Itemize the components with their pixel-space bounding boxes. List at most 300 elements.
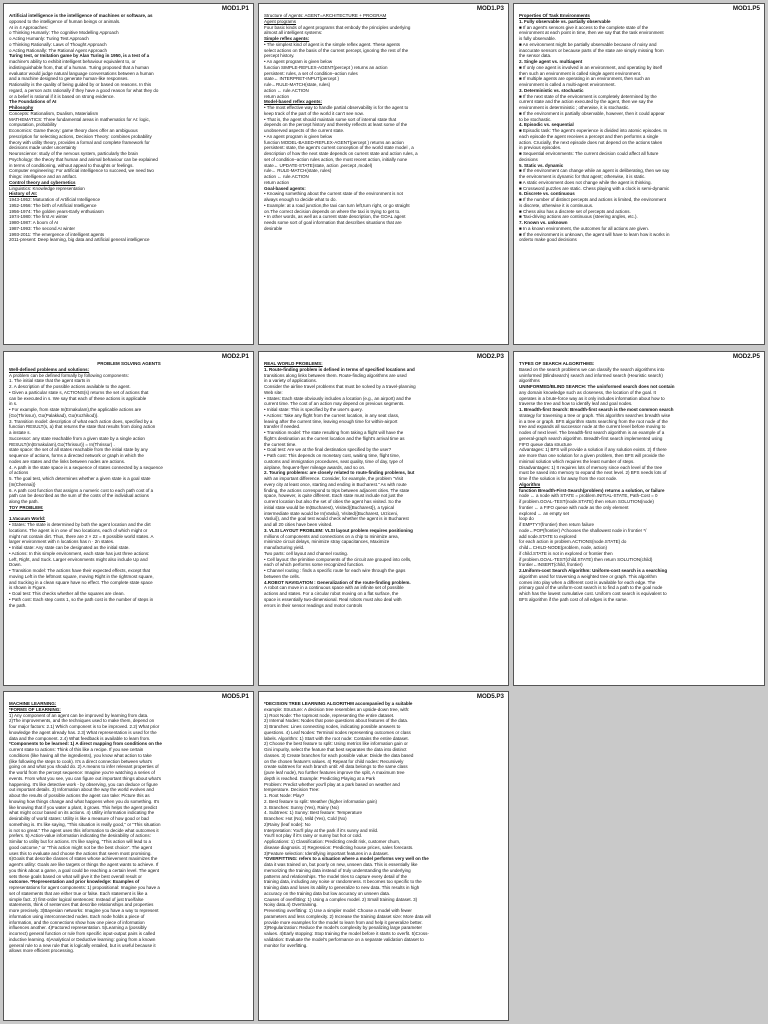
text-line: is fully observable. (519, 36, 557, 41)
text-line: function MODEL-BASED-REFLEX-AGENT(percept ) returns an action (264, 139, 404, 145)
text-line: 5. Static vs. dynamic (519, 162, 564, 168)
text-line: Interpretation: You'll play at the park if it's sunny and mild. (264, 827, 379, 833)
text-line: • States: Each state obviously includes a location (e.g., an airport) and the (264, 395, 412, 401)
text-line: • An agent program is given below (264, 59, 333, 64)
text-line: set of condition–action rules action, the most recent action, initially none (264, 156, 408, 162)
text-line: to be stochastic. (519, 116, 552, 122)
text-line: computation, probability (9, 122, 57, 128)
panel-tag: MOD5.P3 (476, 693, 504, 700)
text-line: unobserved aspects of the current state. (264, 128, 345, 133)
text-line: minimal solution which requires the least number of steps. (519, 458, 635, 464)
text-line: ■ If the environment can change while an agent is deliberating, then we say (519, 168, 670, 174)
text-line: A problem can be defined formally by following components: (9, 372, 129, 378)
text-line: prescription for selecting actions, Decision Theory: combines probability (9, 133, 152, 139)
text-line: node←POP(frontier) /*chooses the shallowest node in frontier */ (519, 527, 647, 533)
text-line: going on and what you should do. 2) A means to infer relevant properties of (9, 764, 159, 770)
text-line: Economics: Game theory: game theory does offer an ambiguous (9, 128, 138, 133)
text-line: temperature. Decision Tree: (264, 787, 320, 793)
panel-tag: MOD2.P1 (221, 353, 249, 360)
text-line: ■ Episodic task: The agent's experience is divided into atomic episodes. In (519, 128, 668, 133)
text-line: validation: Evaluate the model's performance on a separate validation dataset to (264, 936, 424, 942)
text-line: training data and loses its ability to generalize to new data. This results in high (264, 885, 420, 890)
text-line: node ← a node with STATE = problem.INITIAL-STATE, Path-Cost = 0 (519, 493, 658, 499)
text-line: knowledge the agent already has. 2.3) What representation is used for the (9, 729, 157, 735)
text-line: Similar to utility but for actions. It's like saying, "This action will lead to a (9, 839, 152, 844)
text-line: patterns and relationships. The model tries to capture every detail of the (264, 873, 407, 879)
text-line: disease diagnosis. 2) Regression: Predicting house prices, sales forecasts. (264, 844, 414, 850)
text-line: state space: the set of all states reachable from the initial state by any (9, 447, 148, 453)
text-line: action ← rule.ACTION (264, 87, 309, 93)
text-line: nodes are states and the links between nodes are actions. (9, 458, 126, 464)
text-line: • Cell layout: the primitive components of the circuit are grouped into cells, (264, 556, 412, 562)
text-line: TYPES OF SEARCH ALGORITHMS: (519, 361, 595, 366)
text-line: *OVERFITTING: refers to a situation where a model performs very well on the (264, 856, 429, 862)
text-line: prefers. 5) Action-value information indicating the desirability of actions: (9, 833, 151, 839)
panel-mod5-p1 (3, 691, 254, 1021)
text-line: RESULT(In(Ernakulam),Go(Thrissur)) = In(Thrissur) . (9, 441, 115, 447)
text-line: 1) Any component of an agent can be improved by learning from data. (9, 712, 149, 718)
text-line: nodes of next level. The breadth-first search algorithm is an example of a (519, 430, 665, 435)
text-line: current time. The cost of an action may depend on previous segments. (264, 401, 405, 407)
text-line: general-graph search algorithm. Breadth-first search implemented using (519, 435, 663, 441)
text-line: • Channel routing : finds a specific route for each wire through the gaps (264, 568, 406, 573)
text-line: 1980-1987: A boom of AI (9, 220, 59, 225)
panel-body (264, 701, 504, 948)
text-line: o Thinking Rationally: Laws of Thought Approach (9, 41, 107, 47)
text-line: 1974-1980: The first AI winter (9, 214, 68, 220)
text-line: ■ Crossword puzzles are static. Chess playing with a clock is semi-dynamic (519, 185, 670, 191)
text-line: frontier ← a FIFO queue with node as the only element (519, 504, 629, 510)
text-line: rule←RULE-MATCH(state, rules) (264, 82, 331, 87)
text-line: manufacturing yield. (264, 545, 305, 550)
text-line: events. From what you see, you can figure out important things about what's (9, 775, 161, 781)
text-line: needs some sort of goal information that describes situations that are (264, 220, 402, 225)
panel-body (264, 361, 504, 608)
text-line: Problem: Predict whether you'll play at a park based on weather and (264, 781, 400, 787)
text-line: accuracy on the training data but low accuracy on unseen data. (264, 890, 391, 896)
text-line: *Components to be learned: 1) A direct mapping from conditions on the (9, 741, 162, 747)
text-line: parameters and less complexity. 2) Increase the training dataset size: More data will (264, 913, 431, 919)
text-line: (like following the steps to cook). It's a direct connection between what's (9, 758, 153, 764)
text-line: 1) Root Node: The topmost node, representing the entire dataset. (264, 712, 395, 718)
text-line: 1. Root Node: Play? (264, 793, 305, 798)
text-line: ■ In a known environment, the outcomes for all actions are given. (519, 225, 650, 231)
text-line: locations. The agent is in one of two locations, each of which might or (9, 527, 148, 533)
text-line: out important details. 3) Information about the way the world evolves and (9, 787, 154, 793)
text-line: 1. Fully observable vs. partially observable (519, 18, 611, 24)
text-line: ■ If an agent's sensors give it access to the complete state of the (519, 24, 649, 30)
text-line: 1. The initial state that the agent starts in (9, 378, 90, 384)
text-line: current location but also the set of cities the agent has visited. So the (264, 499, 402, 504)
text-line: initial state would be In(Bucharest), Visited({Bucharest}), a typical (264, 504, 394, 510)
text-line: • Initial state: Any state can be designated as the initial state. (9, 545, 130, 550)
text-line: leaving after the current time, leaving enough time for within-airport (264, 418, 398, 424)
text-line: transitions along links between them. Route-finding algorithms are used (264, 372, 407, 378)
text-line: *DECISION TREE LEARNING ALGORITHM accompanied by a suitable (264, 701, 413, 706)
text-line: select actions on the basis of the current percept, ignoring the rest of the (264, 47, 409, 53)
text-line: persistent: rules, a set of condition–action rules (264, 70, 358, 76)
text-line: the sensor data. (519, 53, 552, 59)
text-line: (pure leaf node), No further features improve the split, A maximum tree (264, 770, 405, 775)
text-line: airplane, frequent-flyer mileage awards, and so on. (264, 464, 366, 470)
text-line: the current time. (264, 441, 297, 447)
text-line: action ← rule.ACTION (264, 174, 309, 179)
text-line: Control theory and cybernetics (9, 179, 76, 185)
text-line: orderto make good decisions (519, 237, 577, 243)
text-line: Simple reflex agents: (264, 36, 310, 41)
text-line: MACHINE LEARNING: (9, 701, 57, 706)
text-line: transfer if needed. (264, 424, 301, 430)
panel-body (264, 13, 504, 232)
text-line: Well-defined problems and solutions: (9, 366, 90, 372)
text-line: Noisy data.4) Overtraining. (264, 902, 318, 908)
text-line: memorizing the training data instead of truly understanding the underlying (264, 867, 411, 873)
text-line: depth is reached. Example: Predicting Playing at a Park (264, 775, 376, 781)
text-line: Down. (9, 562, 22, 568)
text-line: like knowing that if you water a plant, it grows. This helps the agent predict (9, 804, 157, 810)
text-line: A robot can move in a continuous space with an infinite set of possible (264, 585, 404, 591)
text-line: algorithm used for traversing a weighted tree or graph. This algorithm (519, 573, 657, 579)
text-line: opposed to the intelligence of human beings or animals. (9, 18, 121, 24)
text-line: AI in 4 Approaches: (9, 24, 49, 30)
panel-body (519, 13, 760, 243)
text-line: moving Left in the leftmost square, moving Right in the rightmost square, (9, 573, 154, 579)
text-line: • That is, the agent should maintain some sort of internal state that (264, 116, 397, 122)
text-line: on the chosen feature's values. 4) Repeat for child nodes: Recursively (264, 758, 404, 764)
text-line: add node.STATE to explored (519, 533, 577, 539)
text-line: theory with utility theory, provides a formal and complete framework for (9, 139, 150, 145)
text-line: Based on the search problems we can classify the search algorithms into (519, 366, 665, 372)
text-line: environment is called a multi-agent environment. (519, 82, 616, 87)
text-line: 3) Branches: Lines connecting nodes, indicating possible answers to (264, 724, 401, 729)
text-line: any domain knowledge such as closeness, the location of the goal. It (519, 389, 656, 395)
text-line: function SIMPLE-REFLEX-AGENT(percept ) returns an action (264, 64, 388, 70)
text-line: Applications: 1) Classification: Predicting credit risk, customer churn, (264, 839, 401, 844)
panel-mod2-p1 (3, 351, 254, 686)
text-line: Causes of overfitting: 1) Using a complex model. 2) Small training dataset. 3) (264, 896, 418, 902)
text-line: {Go(Thrissur), Go(Palakkad), Go(Kozhikod)}. (9, 412, 99, 418)
text-line: • Goal test: Are we at the final destination specified by the user? (264, 447, 392, 453)
text-line: • Initial state: This is specified by the user's query. (264, 407, 363, 412)
text-line: Agent programs (264, 18, 297, 24)
text-line: • Example: at a road junction,the taxi can turn left,turn right, or go straight (264, 202, 410, 208)
text-line: classes. 3) Create branches for each possible value: Divide the data based (264, 752, 414, 758)
text-line: • States: The state is determined by both the agent location and the dirt (9, 522, 151, 527)
text-line: customs and immigration procedures, seat quality, time of day, type of (264, 458, 403, 464)
text-line: 2. Best feature to split: Weather (higher information gain) (264, 798, 377, 804)
text-line: flight's destination as the current location and the flight's arrival time as (264, 435, 405, 441)
text-line: good outcome," or "This action might not be the best choice". The agent (9, 844, 153, 850)
text-line: 1987-1993: The second AI winter (9, 225, 75, 231)
text-line: minimize circuit delays, minimize stray capacitances, Maximize (264, 539, 390, 545)
panel-body (519, 361, 760, 603)
text-line: 4. Subtrees: 1) Sunny: Best feature: Temperature (264, 810, 362, 816)
text-line: child←CHILD-NODE(problem, node, action) (519, 545, 608, 550)
text-line: regard, a person acts rationally if they have a good reason for what they do (9, 87, 159, 93)
text-line: might not contain dirt. Thus, there are 2 × 22 = 8 possible world states. A (9, 533, 154, 539)
text-line: allows more efficient processing. (9, 948, 74, 954)
text-line: provide more examples for the model to learn from and help it generalize better. (264, 919, 423, 925)
text-line: data it was trained on, but poorly on new, unseen data. This is essentially like (264, 862, 418, 867)
text-line: about the results of possible actions the agent can take: Picture this as (9, 793, 150, 798)
text-line: state← INTERPRET-INPUT(percept ) (264, 76, 340, 82)
text-line: o Thinking Humanly: The cognitive Modelling Approach (9, 30, 119, 36)
text-line: Goal-based agents: (264, 185, 306, 191)
text-line: values. 4)Early stopping: Stop training the model before it starts to overfit. 5)Cross- (264, 931, 429, 936)
text-line: the environment is dynamic for that agent; otherwise, it is static. (519, 174, 646, 179)
text-line: BFS algorithm if the path cost of all edges is the same. (519, 596, 628, 602)
text-line: UNINFORMED/BLIND SEARCH: The uninformed search does not contain (519, 384, 675, 389)
text-line: • The most effective way to handle partial observability is for the agent to (264, 105, 409, 110)
panel-mod2-p5 (513, 351, 765, 686)
text-line: 4.ROBOT NAVIGATION : Generalization of the route-finding problem. (264, 579, 411, 585)
text-line: depends on the percept history and thereby reflects at least some of the (264, 122, 408, 128)
text-line: 4. Episodic vs. sequential (519, 122, 574, 128)
text-line: Left, Right, and Suck. Larger environments might also include Up and (9, 556, 148, 562)
text-line: 2) Choose the best feature to split: Using metrics like information gain or (264, 741, 408, 747)
text-line: ■ If only one agent is involved in an environment, and operating by itself (519, 64, 663, 70)
text-line: larger environment with n locations has n · 2n states. (9, 539, 115, 545)
text-line: function Breadth-First-Search(problem) returns a solution, or failure (519, 487, 665, 493)
text-line: sequence of actions, forms a directed network or graph in which the (9, 453, 144, 458)
text-line: ■ Sequential environments: The current decision could affect all future (519, 151, 659, 156)
text-line: 3. Branches: Sunny (Yes), Rainy (No) (264, 804, 339, 810)
text-line: 4. A path in the state space is a sequence of states connected by a sequence (9, 464, 163, 470)
text-line: operates in a brute-force way as it only includes information about how to (519, 395, 665, 401)
panel-tag: MOD1.P5 (732, 5, 760, 12)
text-line: • Transition model: The state resulting from taking a flight will have the (264, 430, 404, 435)
text-line: primary goal of the uniform-cost search is to find a path to the goal node (519, 585, 663, 591)
text-line: in a variety of applications. (264, 378, 318, 384)
text-line: in previous episodes. (519, 145, 562, 151)
text-line: the world from the percept sequence: Imagine you're watching a series of (9, 770, 155, 775)
text-line: training data, including any noise or randomness. It becomes too specific to the (264, 879, 422, 885)
text-line: 6. Discrete vs. continuous (519, 191, 575, 197)
text-line: Neuroscience: study of the nervous system, particularly the brain (9, 151, 139, 156)
text-line: Consider the airline travel problems that must be solved by a travel-planning (264, 384, 416, 389)
text-line: current state to actions: Think of this like a recipe. If you see certain (9, 747, 144, 752)
text-line: 2)The improvements, and the techniques used to make them, depend on (9, 718, 155, 724)
text-line: which has the lowest cumulative cost. Uniform cost search is equivalent to (519, 591, 667, 596)
text-line: what might occur based on its actions. 4) Utility information indicating the (9, 810, 155, 816)
text-line: is shown in Figure. (9, 585, 47, 591)
text-line: are more than one solution for a given problem, then BFS will provide the (519, 453, 665, 458)
text-line: Computer engineering: For artificial intelligence to succeed, we need two (9, 168, 154, 174)
text-line: MATHEMATICS: Three fundamental areas in mathematics for AI: logic, (9, 116, 151, 122)
text-line: • Path cost: This depends on monetary cost, waiting time, flight time, (264, 453, 401, 458)
text-line: time if the solution is far away from the root node. (519, 476, 618, 481)
text-line: o Acting Rationally: The Rational Agent Approach (9, 47, 107, 53)
text-line: state← UPDATE-STATE(state, action ,percept ,model) (264, 162, 373, 168)
text-line: things: intelligence and an artifact. (9, 174, 78, 179)
text-line: keep track of the part of the world it can't see now. (264, 110, 364, 116)
text-line: and a machine designed to generate human-like responses. (9, 76, 129, 82)
text-line: can be executed in s. We say that each of these actions is applicable (9, 395, 147, 401)
text-line: general rule to a new rule that is logically entailed, but is useful because it (9, 942, 156, 948)
text-line: Vaslui}), and the goal test would check whether the agent is in Bucharest (264, 516, 409, 522)
text-line: data and the component. 2.4) What feedback is available to learn from. (9, 735, 151, 741)
text-line: of actions (9, 470, 29, 476)
text-line: o Acting Humanly: Turing Test Approach (9, 36, 89, 41)
text-line: path can be described as the sum of the costs of the individual actions (9, 493, 149, 499)
text-line: intermediate state would be In(Vaslui), Visited({Bucharest, Urziceni, (264, 510, 399, 516)
text-line: You'll not play if it's rainy or sunny but hot or cold. (264, 833, 363, 839)
text-line: or a belief is rational if it is based on strong evidence. (9, 93, 115, 99)
text-line: you think about a game, a goal could be reaching a certain level. The agent (9, 867, 160, 873)
text-line: Model-based reflex agents: (264, 99, 323, 105)
panel-body (9, 361, 249, 608)
text-line: monitor for overfitting. (264, 942, 308, 948)
text-line: and Sucking in a clean square have no effect. The complete state space (9, 579, 153, 585)
text-line: with an important difference. Consider, for example, the problem "Visit (264, 476, 404, 481)
text-line: persistent: state, the agent's current conception of the world state model , a (264, 145, 414, 151)
text-line: inaccurate sensors or because parts of the state are simply missing from (519, 47, 664, 53)
text-line: decisions made under uncertainty (9, 145, 77, 151)
text-line: is discrete, otherwise it is continuous. (519, 202, 594, 208)
text-line: 6. A path cost function that assigns a numeric cost to each path cost of a (9, 487, 154, 493)
text-line: ■ An environment might be partially observable because of noisy and (519, 41, 657, 47)
text-line: labels. Algorithm: 1) Start with the root node: Contains the entire dataset. (264, 735, 409, 741)
text-line: 6)Goals that describe classes of states whose achievement maximizes the (9, 856, 158, 862)
text-line: each of which performs some recognized function. (264, 562, 365, 568)
text-line: then such an environment is called single agent environment. (519, 70, 642, 76)
text-line: 5. The goal test, which determines whether a given state is a goal state (9, 476, 151, 481)
text-line: Turing test, or Imitation game by Alan Turing in 1950, is a test of a (9, 53, 150, 59)
text-line: more precisely. 3)Bayesian networks: Imagine you have a way to represent (9, 908, 159, 913)
text-line: indistinguishable from, that of a human. Turing proposed that a human (9, 64, 149, 70)
text-line: example: Structure: A decision tree resembles an upside-down tree, with: (264, 706, 410, 712)
panel-body (9, 701, 249, 954)
text-line: strategy for traversing a tree or graph. This algorithm searches breadth wise (519, 412, 671, 418)
text-line: actions and states. For a circular robot moving on a flat surface, the (264, 591, 399, 596)
text-line: uses this to evaluate and choose the actions that seem most promising. (9, 850, 152, 856)
text-line: • In other words, as well as a current state description, the GOAL agent (264, 214, 406, 220)
text-line: ■ A static environment does not change while the agent is thinking. (519, 179, 652, 185)
text-line: 1943-1952: Maturation of Artificial Intelligence (9, 197, 101, 202)
panel-tag: MOD2.P5 (732, 353, 760, 360)
text-line: rule← RULE-MATCH(state, rules) (264, 168, 332, 174)
text-line: 3. VLSI LAYOUT PROBLEM: VLSI layout problem requires positioning (264, 527, 413, 533)
text-line: create subtrees for each branch until: All data belongs to the same class (264, 764, 408, 770)
text-line: algorithms (519, 378, 540, 384)
text-line: *FORMS OF LEARNING: (9, 706, 61, 712)
text-line: on.The correct decision depends on where the taxi is trying to get to. (264, 208, 401, 214)
text-line: Philosophy (9, 105, 34, 110)
text-line: frontier←INSERT(child, frontier) (519, 562, 583, 568)
text-line: • Actions: Take any flight from the current location, in any seat class, (264, 412, 400, 418)
text-line: Properties Of Task Environments (519, 13, 590, 18)
text-line: FIFO queue data structure (519, 441, 572, 447)
text-line: if EMPTY?(frontier) then return failure (519, 522, 595, 527)
text-line: inductive learning. 6)Analytical or Deductive learning: going from a known (9, 936, 156, 942)
text-line: Algorithm (519, 481, 541, 487)
text-line: a instate s. (9, 430, 31, 435)
text-line: 3. Transition model: description of what each action does, specified by a (9, 418, 153, 424)
text-line: • Actions: In this simple environment, each state has just three actions: (9, 550, 150, 556)
text-line: in a tree or graph. BFS algorithm starts searching from the root node of the (519, 418, 668, 424)
text-line: 3)Regularization: Reduce the model's complexity by penalizing large parameter (264, 925, 422, 931)
text-line: knowing how things change and what happens when you do something. It's (9, 798, 160, 804)
text-line: percept history. (264, 53, 295, 59)
text-line: 2) Internal Nodes: Nodes that pose questions about features of the data. (264, 718, 409, 724)
text-line: finding, the actions correspond to trips between adjacent cities. The state (264, 487, 410, 493)
text-line: description of how the next state depends on current state and action rules, a (264, 151, 418, 156)
text-line: • An agent program is given below (264, 133, 333, 139)
text-line: sets these goals based on what will give it the best overall result or (9, 873, 142, 879)
text-line: every city at least once, starting and ending in Bucharest." As with route (264, 481, 407, 487)
text-line: desirable (264, 225, 283, 231)
text-line: Rationality is the quality of being guided by or based on reasons. In this (9, 82, 152, 87)
text-line: desirability of world states: Utility is like a measure of how good or bad (9, 816, 149, 821)
text-line: {In(Chennai)} (9, 481, 36, 487)
text-line: 1. Breadth-first Search: Breadth-first search is the most common search (519, 407, 674, 412)
text-line: the path. (9, 602, 27, 608)
text-line: Structure of Agents: AGENT=ARCHITECTURE + PROGRAM (264, 13, 387, 18)
text-line: Disadvantages: 1) It requires lots of memory since each level of the tree (519, 464, 663, 470)
text-line: Branches: Hot (No), Mild (Yes), Cold (No) (264, 816, 347, 821)
panel-tag: MOD1.P1 (221, 5, 249, 12)
text-line: Two parts: cell layout and channel routing. (264, 550, 349, 556)
text-line: Linguistics: Knowledge representation (9, 185, 85, 191)
text-line: ■ If multiple agents are operating in an environment, then such an (519, 76, 651, 82)
text-line: action. Crucially, the next episode does not depend on the actions taken (519, 139, 663, 145)
text-line: information, and the connections show how one piece of information (9, 919, 145, 925)
text-line: information using interconnected nodes. Each node holds a piece of (9, 913, 145, 919)
text-line: ■ If the number of distinct percepts and actions is limited, the environment (519, 197, 667, 202)
text-line: space is essentially two-dimensional. Real robots must also deal with (264, 596, 402, 602)
text-line: ■ If the environment is unknown, the agent will have to learn how it works in (519, 231, 670, 237)
panel-mod1-p5 (513, 3, 765, 345)
panel-tag: MOD1.P3 (476, 5, 504, 12)
text-line: statements, think of sentences that describe relationships and properties (9, 902, 154, 908)
text-line: 1952-1956: The birth of Artificial Intelligence (9, 202, 97, 208)
text-line: The Foundations of AI (9, 99, 57, 105)
text-line: ■ If the next state of the environment is completely determined by the (519, 93, 657, 99)
text-line: TOY PROBLEM: (9, 504, 44, 510)
text-line: environment is deterministic ; otherwise, it is stochastic. (519, 105, 630, 110)
text-line: function RESULT(s, a) that returns the state that results from doing action (9, 424, 156, 430)
text-line: each episode the agent receives a percept and then performs a single (519, 133, 659, 139)
text-line: • For example, from state In(Ernakulam),the applicable actions are (9, 407, 142, 412)
text-line: 2)Rainy (leaf node): No (264, 821, 311, 827)
text-line: • Path cost: Each step costs 1, so the path cost is the number of steps in (9, 596, 154, 602)
text-line: • The simplest kind of agent is the simple reflex agent. These agents (264, 41, 400, 47)
text-line: almost all intelligent systems: (264, 30, 323, 36)
text-line: 1. Route-finding problem is defined in terms of specified locations and (264, 366, 415, 372)
text-line: • Transition model: The actions have their expected effects, except that (9, 568, 150, 573)
text-line: ■ Chess also has a discrete set of percepts and actions. (519, 208, 631, 214)
text-line: influences another. 4)Factored representation. 5)Learning a (possibly (9, 925, 147, 931)
text-line: always enough to decide what to do. (264, 197, 337, 202)
text-line: decisions (519, 156, 538, 162)
text-line: History of AI: (9, 191, 38, 197)
text-line: loop do (519, 516, 534, 522)
text-line: traverse the tree and how to identify leaf and goal nodes. (519, 401, 633, 407)
text-line: 1993-2011: The emergence of intelligent agents (9, 231, 105, 237)
text-line: incorrect) general function or rule from specific input-output pairs is called (9, 931, 156, 936)
text-line: 7. Known vs. unknown (519, 220, 568, 225)
text-line: Successor: any state reachable from a given state by a single action (9, 435, 145, 441)
text-line: • Goal test: This checks whether all the squares are clean. (9, 591, 125, 596)
text-line: and all 20 cities have been visited. (264, 522, 333, 527)
text-line: questions. 4) Leaf Nodes: Terminal nodes representing outcomes or class (264, 729, 411, 735)
text-line: Preventing overfitting: 1) Use a simpler model: Choose a model with fewer (264, 908, 412, 913)
text-line: errors in their sensor readings and motor controls (264, 602, 363, 608)
text-line: • Given a particular state s, ACTIONS(s) returns the set of actions that (9, 389, 149, 395)
text-line: if problem.GOAL-TEST(child.STATE) then return SOLUTION(child) (519, 556, 653, 562)
panel-mod1-p3 (258, 3, 509, 345)
text-line: in terms of conditioning, without appeal to thoughts or feelings. (9, 162, 134, 168)
